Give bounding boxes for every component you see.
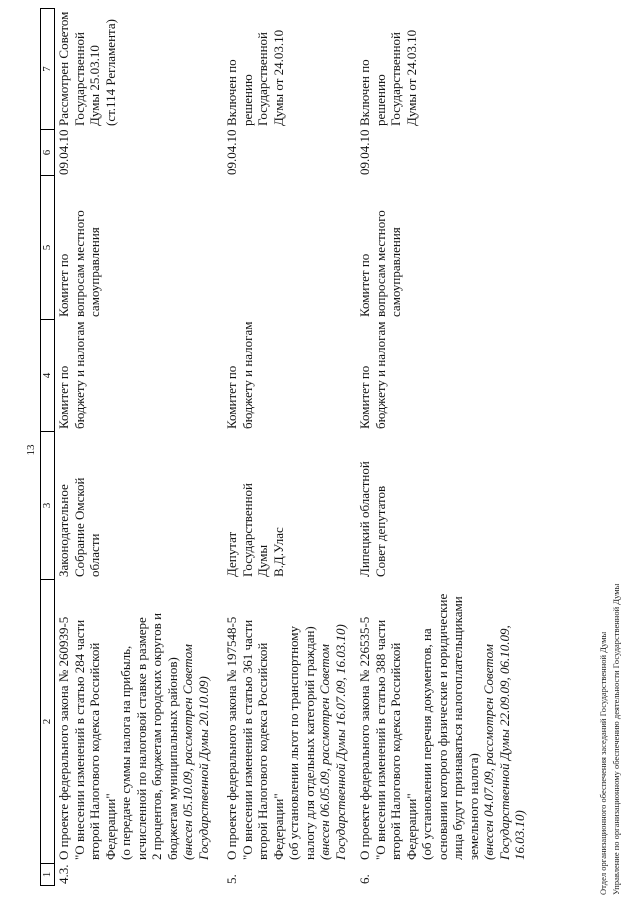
co-committee-line: самоуправления [388, 227, 403, 317]
column-header-7: 7 [41, 9, 54, 130]
bill-status [180, 613, 211, 860]
initiator-line: Депутат [224, 531, 239, 577]
bill-status-line: (внесен 04.07.09, рассмотрен Советом [481, 644, 496, 860]
co-committee-line: вопросам местного [71, 210, 87, 317]
committee-date: 09.04.10 [224, 129, 239, 175]
committee-date: 09.04.10 [56, 129, 71, 175]
bill-title-line: второй Налогового кодекса Российской [87, 642, 102, 860]
table-row [224, 8, 348, 886]
bill-title-line: (об установлении перечня документов, на [419, 628, 434, 860]
footer-directorate: Управление по организационному обеспечению деятельности Государственной Думы [611, 583, 621, 895]
table-row [56, 8, 211, 886]
column-header-4: 4 [41, 320, 54, 432]
status-note-line: Государственной [388, 31, 403, 126]
row-number: 5. [224, 874, 239, 884]
bill-title-line: О проекте федерального закона № 260939-5 [56, 616, 71, 860]
bill-title-line: "О внесении изменений в статью 284 части [71, 619, 87, 860]
status-note-line: Думы 25.03.10 [87, 45, 102, 126]
bill-cell [224, 617, 348, 860]
status-note [56, 12, 118, 126]
column-header-2: 2 [41, 580, 54, 864]
status-note-line: Думы от 24.03.10 [403, 29, 419, 126]
lead-committee-line: бюджету и налогам [71, 321, 87, 429]
bill-title-line: "О внесении изменений в статью 361 части [239, 619, 255, 860]
bill-title-line: второй Налогового кодекса Российской [388, 642, 403, 860]
status-note-line: Государственной [255, 31, 270, 126]
table-header-row [40, 8, 55, 886]
co-committee-line: самоуправления [87, 227, 102, 317]
column-header-3: 3 [41, 432, 54, 580]
co-committee-line: Комитет по [357, 253, 372, 317]
bill-title-line: основании которого физические и юридические [434, 593, 450, 860]
bill-status-line: (внесен 06.05.09, рассмотрен Советом [317, 644, 332, 860]
bill-status-line: 16.03.10) [512, 810, 527, 860]
row-number: 4.3. [56, 864, 71, 884]
bill-status-line: Государственной Думы 16.07.09, 16.03.10) [332, 624, 348, 860]
lead-committee-line: Комитет по [56, 365, 71, 429]
lead-committee [224, 322, 255, 430]
initiator-line: Собрание Омской [71, 477, 87, 577]
co-committee [56, 210, 103, 317]
initiator-line: Липецкий областной [357, 461, 372, 577]
lead-committee-line: Комитет по [224, 365, 239, 429]
lead-committee-line: Комитет по [357, 365, 372, 429]
status-note-line: Включен по [357, 59, 372, 126]
lead-committee-line: бюджету и налогам [372, 321, 388, 429]
status-note-line: решению [239, 74, 255, 126]
bill-title-line: 2 процентов, бюджетам городских округов и [149, 612, 164, 860]
column-header-1: 1 [41, 871, 53, 878]
co-committee-line: Комитет по [56, 253, 71, 317]
bill-title-line: "О внесении изменений в статью 388 части [372, 619, 388, 860]
initiator-line: В.Д.Улас [270, 527, 286, 577]
lead-committee-line: бюджету и налогам [239, 321, 255, 429]
column-header-5: 5 [41, 176, 54, 320]
initiator-line: Совет депутатов [372, 485, 388, 577]
bill-title-line: Федерации" [102, 793, 118, 860]
bill-title [357, 594, 481, 860]
bill-status-line: Государственной Думы 22.09.09, 06.10.09, [496, 625, 512, 860]
bill-title-line: (об установлении льгот по транспортному [286, 625, 301, 860]
bill-title-line: О проекте федерального закона № 197548-5 [224, 616, 239, 860]
page-number: 13 [25, 444, 37, 456]
initiator [56, 478, 103, 578]
status-note-line: Включен по [224, 59, 239, 126]
bill-title-line: налогу для отдельных категорий граждан) [301, 626, 317, 860]
bill-title [224, 617, 317, 860]
lead-committee [357, 322, 388, 430]
bill-title-line: (о передаче суммы налога на прибыль, [118, 645, 133, 860]
bill-title-line: второй Налогового кодекса Российской [255, 642, 270, 860]
co-committee [357, 210, 404, 317]
lead-committee [56, 322, 87, 430]
bill-title-line: Федерации" [270, 793, 286, 860]
bill-title-line: лица будут признаваться налогоплательщиками [450, 596, 465, 860]
initiator-line: Думы [255, 544, 270, 577]
bill-title-line: бюджетам муниципальных районов) [164, 657, 180, 860]
status-note-line: (ст.114 Регламента) [102, 19, 118, 126]
bill-title-line: земельного налога) [465, 753, 481, 860]
bill-status-line: Государственной Думы 20.10.09) [195, 676, 211, 860]
status-note [357, 30, 419, 126]
initiator [357, 461, 388, 577]
initiator-line: Законодательное [56, 484, 71, 577]
bill-title [56, 613, 180, 860]
row-number: 6. [357, 874, 372, 884]
footer-department: Отдел организационного обеспечения заседаний Государственной Думы [598, 631, 608, 895]
bill-status-line: (внесен 05.10.09, рассмотрен Советом [180, 644, 195, 860]
status-note [224, 30, 286, 126]
bill-status [317, 617, 348, 860]
bill-status [481, 594, 528, 860]
bill-cell [357, 594, 528, 860]
status-note-line: Думы от 24.03.10 [270, 29, 286, 126]
bill-cell [56, 613, 211, 860]
status-note-line: решению [372, 74, 388, 126]
footer [597, 584, 623, 895]
bill-title-line: исчисленной по налоговой ставке в размере [133, 617, 149, 860]
status-note-line: Рассмотрен Советом [56, 11, 71, 126]
column-header-6: 6 [41, 130, 54, 176]
status-note-line: Государственной [71, 31, 87, 126]
committee-date: 09.04.10 [357, 129, 372, 175]
bill-title-line: Федерации" [403, 793, 419, 860]
table-row [357, 8, 527, 886]
initiator-line: области [87, 533, 102, 577]
co-committee-line: вопросам местного [372, 210, 388, 317]
initiator-line: Государственной [239, 482, 255, 577]
initiator [224, 483, 286, 577]
bill-title-line: О проекте федерального закона № 226535-5 [357, 616, 372, 860]
